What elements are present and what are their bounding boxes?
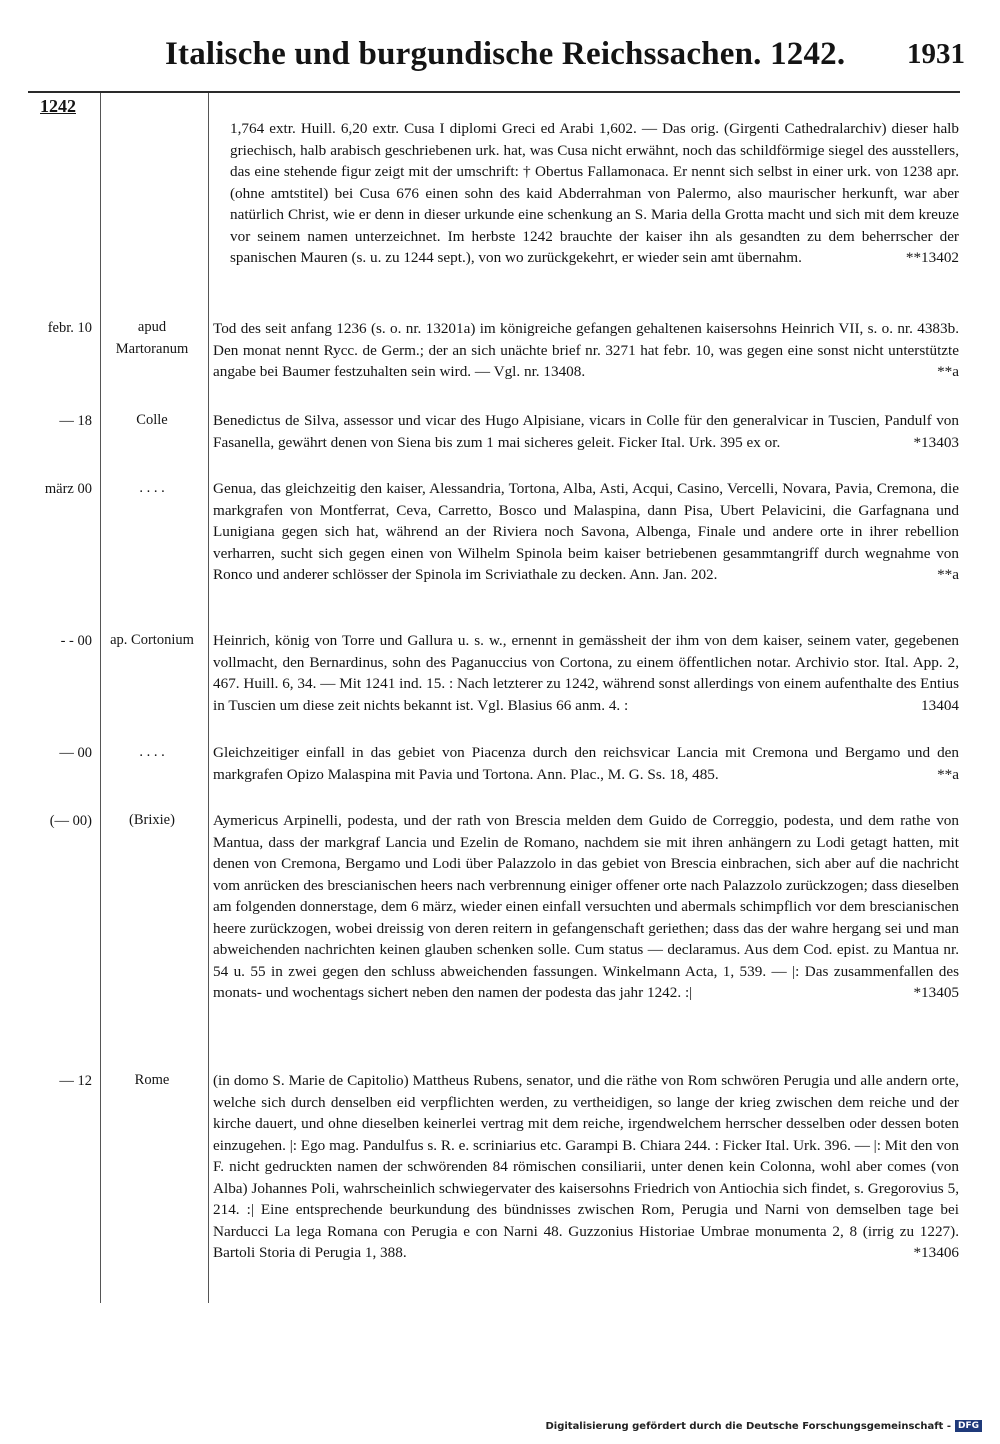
page-header (165, 36, 965, 82)
entry-ref: *13406 (913, 1244, 959, 1262)
entry-date: — 12 (59, 1073, 92, 1089)
entry-date: märz 00 (44, 481, 92, 497)
column-divider-place (208, 93, 209, 1303)
dfg-logo: DFG (955, 1420, 982, 1432)
entry-place: . . . . (139, 480, 165, 496)
entry-ref: **13402 (905, 249, 959, 267)
entry-date: — 00 (59, 745, 92, 761)
entry-ref: **a (937, 566, 959, 584)
entry-place: ap. Cortonium (110, 632, 194, 648)
footer (545, 1420, 982, 1432)
entry-place: (Brixie) (129, 812, 175, 828)
entry-date: — 18 (59, 413, 92, 429)
entry-text: 1,764 extr. Huill. 6,20 extr. Cusa I diplomi Greci ed Arabi 1,602. — Das orig. (Girgenti Cathedralarchiv) dieser halb griechisch, halb arabisch geschriebenen urk. hat, was Cusa nicht erwähnt, noch das schildförmige siegel des ausstellers, das eine stehende figur zeigt mit der umschrift: † Obertus Fallamonaca. Er nennt sich selbst in einer urk. von 1238 apr. (ohne amtstitel) bei Cusa 676 einen sohn des kaid Abderrahman von Palermo, also maurischer herkunft, war aber natürlich Christ, wie er denn in dieser urkunde eine schenkung an S. Maria della Grotta macht und sich mit dem kreuze vor seinem namen unterzeichnet. Im herbste 1242 brauchte der kaiser ihn als gesandten zu dem beherrscher der spanischen Mauren (s. u. zu 1244 sept.), von wo zurückgekehrt, er wieder sein amt übernahm. **13402 (230, 118, 959, 269)
entry-date: febr. 10 (47, 320, 92, 336)
column-divider-date (100, 93, 101, 1303)
entry-place: . . . . (139, 744, 165, 760)
entry-text: Tod des seit anfang 1236 (s. o. nr. 13201a) im königreiche gefangen gehaltenen kaisersohns Heinrich VII, s. o. nr. 4383b. Den monat nennt Rycc. de Germ.; der an sich unächte brief nr. 3271 hat febr. 10, was gegen eine sonst nicht unterstützte angabe bei Baumer festzuhalten sein wird. — Vgl. nr. 13408. **a (213, 318, 959, 383)
entry-ref: *13403 (913, 433, 959, 451)
footer-credit: Digitalisierung gefördert durch die Deutsche Forschungsgemeinschaft - (545, 1420, 951, 1432)
entry-place: apud Martoranum (115, 319, 189, 357)
entry-ref: 13404 (921, 696, 959, 714)
entry-date: (— 00) (49, 813, 92, 829)
entry-text: Aymericus Arpinelli, podesta, und der rath von Brescia melden dem Guido de Correggio, podesta, und dem rathe von Mantua, dass der markgraf Lancia und Ezelin de Romano, nachdem sie mit ihren anhängern zu Lodi getagt hatten, mit denen von Cremona, Bergamo und Lodi über Palazzolo in das gebiet von Brescia einbrachen, sich aber auf die nachricht vom anrücken des brescianischen heers nach verbrennung einiger offener orte nach Palazzolo zurückzogen; dass dieselben am folgenden donnerstage, dem 6 märz, wieder einen einfall versuchten und abermals schimpflich vor dem brescianischen heere zurückzogen, wobei dreissig von deren reitern in gefangenschaft geriethen; dass das der wahre hergang sei und man abweichenden nachrichten keinen glauben schenken solle. Cum status — declaramus. Aus dem Cod. epist. zu Mantua nr. 54 u. 55 in zwei gegen den schluss abweichenden fassungen. Winkelmann Acta, 1, 539. — |: Das zusammenfallen des monats- und wochentags sichert neben den namen der podesta das jahr 1242. :| *13405 (213, 810, 959, 1004)
entry-text: Benedictus de Silva, assessor und vicar des Hugo Alpisiane, vicars in Colle für den generalvicar in Tuscien, Pandulf von Fasanella, gewährt denen von Siena bis zum 1 mai sicheres geleit. Ficker Ital. Urk. 395 ex or. *13403 (213, 410, 959, 453)
entry-text: Heinrich, könig von Torre und Gallura u. s. w., ernennt in gemässheit der ihm von dem kaiser, seinem vater, gegebenen vollmacht, den Bernardinus, sohn des Paganuccius von Cortona, zu einem öffentlichen notar. Archivio stor. Ital. App. 2, 467. Huill. 6, 34. — Mit 1241 ind. 15. : Nach letzterer zu 1242, während sonst allerdings von einem aufenthalte des Entius in Tuscien um diese zeit nichts bekannt ist. Vgl. Blasius 66 anm. 4. : 13404 (213, 630, 959, 716)
page-number: 1931 (907, 38, 965, 70)
entry-text: (in domo S. Marie de Capitolio) Mattheus Rubens, senator, und die räthe von Rom schwören Perugia und alle andern orte, welche sich durch denselben eid verpflichten werden, zu vertheidigen, so lange der krieg zwischen dem reiche und der kirche dauert, und ohne dieselben keinerlei vertrag mit dem reiche, irgendwelchem herrscher desselben oder dessen boten einzugehen. |: Ego mag. Pandulfus s. R. e. scriniarius etc. Garampi B. Chiara 244. : Ficker Ital. Urk. 396. — |: Mit den von F. nicht gedruckten namen der schwörenden 84 römischen consiliarii, unter denen kein Colonna, wohl aber comes (von Alba) Johannes Poli, wahrscheinlich schwiegervater des kaisersohns Friedrich von Antiochia sich findet, s. Gregorovius 5, 214. :| Eine entsprechende beurkundung des bündnisses zwischen Rom, Perugia und Narni von demselben tage bei Narducci La lega Romana con Perugia e con Narni 48. Guzzonius Historiae Umbrae monumenta 2, 8 (irrig zu 1227). Bartoli Storia di Perugia 1, 388. *13406 (213, 1070, 959, 1264)
entry-date: - - 00 (60, 633, 92, 649)
header-rule (28, 91, 960, 93)
entry-place: Colle (136, 412, 168, 428)
entry-text: Gleichzeitiger einfall in das gebiet von Piacenza durch den reichsvicar Lancia mit Cremona und Bergamo und den markgrafen Opizo Malaspina mit Pavia und Tortona. Ann. Plac., M. G. Ss. 18, 485. **a (213, 742, 959, 785)
page-title: Italische und burgundische Reichssachen. 1242. (165, 36, 846, 72)
entry-ref: **a (937, 363, 959, 381)
entry-place: Rome (134, 1072, 170, 1088)
entry-ref: **a (937, 765, 959, 783)
entry-text: Genua, das gleichzeitig den kaiser, Alessandria, Tortona, Alba, Asti, Acqui, Casino, Vercelli, Novara, Pavia, Cremona, die markgrafen von Montferrat, Ceva, Carretto, Bosco und Malaspina, dann Pisa, Ubert Pelavicini, die Garfagnana und Lunigiana gegen sich hat, während an der Riviera noch Savona, Albenga, Finale und andere orte in ihrer rebellion verharren, sucht sich gegen einen von Wilhelm Spinola beim kaiser betriebenen gesammtangriff durch wegnahme von Ronco und anderer schlösser der Spinola im Scriviathale zu decken. Ann. Jan. 202. **a (213, 478, 959, 586)
year-label: 1242 (40, 96, 76, 116)
entry-ref: *13405 (913, 984, 959, 1002)
